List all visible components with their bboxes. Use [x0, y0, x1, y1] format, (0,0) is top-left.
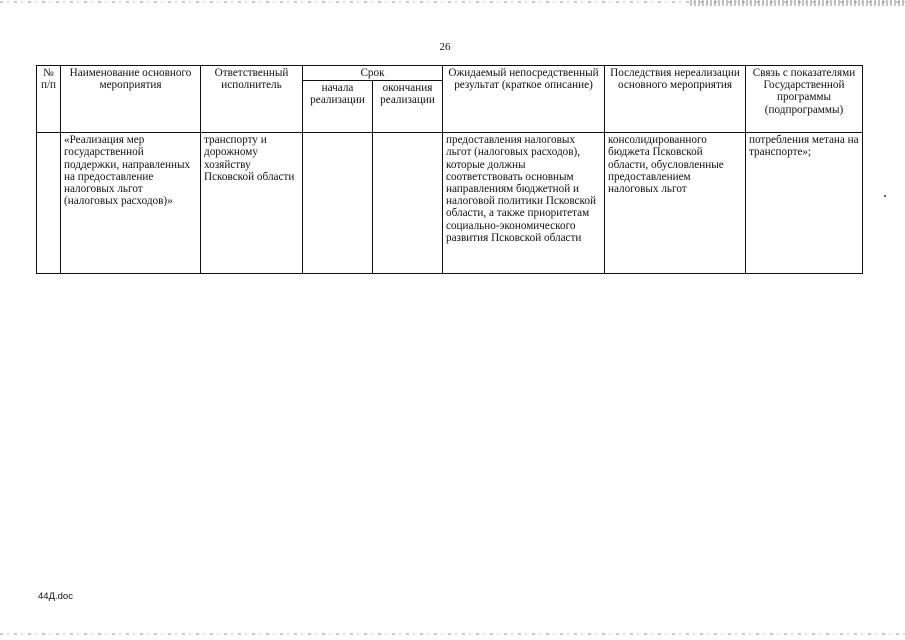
- row-term-end: [373, 133, 443, 274]
- row-consequences: консолидированного бюджета Псковской области, обусловленные предоставлением налоговых льгот: [605, 133, 746, 274]
- row-term-start: [303, 133, 373, 274]
- scan-edge-top-right: [690, 0, 905, 6]
- header-executor: Ответственный исполнитель: [201, 66, 303, 133]
- row-link: потребления метана на транспорте»;: [746, 133, 863, 274]
- header-term-end: окончания реализации: [373, 81, 443, 133]
- header-link: Связь с показателями Государственной программы (подпрограммы): [746, 66, 863, 133]
- header-term: Срок: [303, 66, 443, 81]
- header-name: Наименование основного мероприятия: [61, 66, 201, 133]
- header-consequences: Последствия нереализации основного мероприятия: [605, 66, 746, 133]
- scan-edge-bottom: [0, 633, 905, 635]
- header-row: [37, 66, 863, 81]
- header-result: Ожидаемый непосредственный результат (краткое описание): [443, 66, 605, 133]
- row-num: [37, 133, 61, 274]
- scan-dot: [884, 195, 886, 197]
- row-name: «Реализация мер государственной поддержки, направленных на предоставление налоговых льгот (налоговых расходов)»: [61, 133, 201, 274]
- header-num: № п/п: [37, 66, 61, 133]
- row-executor: транспорту и дорожному хозяйству Псковской области: [201, 133, 303, 274]
- table-row: [37, 133, 863, 274]
- row-result: предоставления налоговых льгот (налоговых расходов), которые должны соответствовать основным направлениям бюджетной и налоговой политики Псковской области, а также приоритетам социально-экономического развития Псковской области: [443, 133, 605, 274]
- header-term-start: начала реализации: [303, 81, 373, 133]
- page-number: 26: [439, 41, 451, 53]
- activities-table: [36, 65, 863, 274]
- footer-filename: 44Д.doc: [38, 591, 73, 602]
